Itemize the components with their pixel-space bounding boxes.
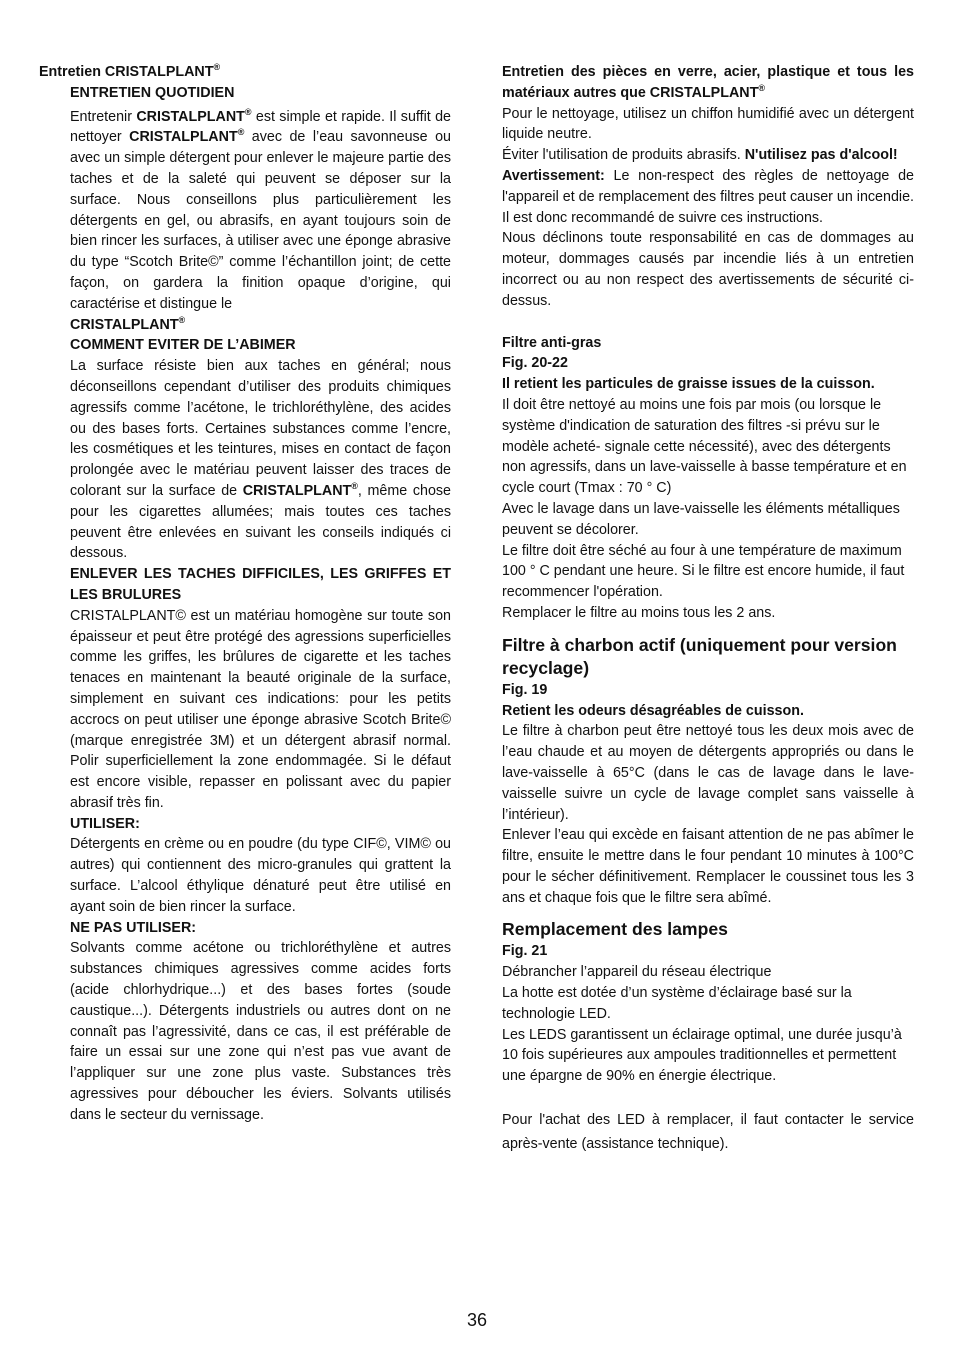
page-number: 36 [466,1310,488,1330]
avoid-damage-heading: COMMENT EVITER DE L’ABIMER [70,337,296,354]
lamp-replacement-text-3: Les LEDS garantissent un éclairage optimal, une durée jusqu’à 10 fois supérieures aux ampoules traditionnelles et permettent une épargne de 90% en énergie électrique. [502,1026,902,1085]
do-not-use-text: Solvants comme acétone ou trichloréthylène et autres substances chimiques agressives comme acides forts (acide chlorhydrique...) et des bases fortes (soude caustique...). Détergents industriels ou autres dont on ne connaît pas l’agressivité, dans ce cas, il est préférable de faire un essai sur une zone qui n’est pas vue avant de l’appliquer sur une zone plus vaste. Substances très agressives pour déboucher les éviers. Solvants utilisés dans le secteur du vernissage. [70,940,451,1123]
grease-filter-fig: Fig. 20-22 [502,355,568,372]
charcoal-filter-heading: Filtre à charbon actif (uniquement pour version recyclage) [502,634,897,678]
warning-text: Avertissement: Le non-respect des règles de nettoyage de l'appareil et de remplacement des filtres peut causer un incendie. Il est donc recommandé de suivre ces instructions. [502,167,915,226]
use-heading: UTILISER: [70,815,140,832]
left-column [39,62,451,1126]
lamp-replacement-text-1: Débrancher l’appareil du réseau électrique [502,964,772,981]
grease-filter-text-2: Avec le lavage dans un lave-vaisselle les éléments métalliques peuvent se décolorer. [502,500,900,538]
cristalplant-heading: Entretien CRISTALPLANT® [39,62,221,80]
grease-filter-text-3: Le filtre doit être séché au four à une température de maximum 100 ° C pendant une heure. Si le filtre est encore humide, il faut recommencer l'opération. [502,542,905,601]
glass-steel-heading: Entretien des pièces en verre, acier, plastique et tous les matériaux autres que CRISTALPLANT® [502,64,914,101]
do-not-use-heading: NE PAS UTILISER: [70,919,197,936]
grease-filter-heading: Filtre anti-gras [502,334,602,351]
avoid-damage-text: La surface résiste bien aux taches en général; nous déconseillons cependant d’utiliser des produits chimiques agressifs comme l’acétone, le trichloréthylène, des acides ou des bases forts. Certaines substances comme l’encre, les cosmétiques et les teintures, mises en contact de façon prolongée avec le matériau peuvent laisser des traces de colorant sur la surface de CRISTALPLANT®, même chose pour les cigarettes allumées; mais toutes ces taches peuvent être enlevées en suivant les conseils indiqués ci dessous. [70,358,452,562]
difficult-stains-heading: ENLEVER LES TACHES DIFFICILES, LES GRIFFES ET LES BRULURES [70,566,451,603]
grease-filter-text-4: Remplacer le filtre au moins tous les 2 ans. [502,604,776,621]
charcoal-filter-fig: Fig. 19 [502,681,548,698]
grease-filter-lead: Il retient les particules de graisse issues de la cuisson. [502,376,875,393]
daily-maintenance-heading: ENTRETIEN QUOTIDIEN [70,84,235,101]
charcoal-filter-text-1: Le filtre à charbon peut être nettoyé tous les deux mois avec de l’eau chaude et au moyen de détergents appropriés ou dans le lave-vaisselle à 65°C (dans le cas de lavage dans le lave-vaisselle suivre un cycle de lavage complet sans vaisselle à l’intérieur). [502,723,914,823]
glass-steel-text-1: Pour le nettoyage, utilisez un chiffon humidifié avec un détergent liquide neutre. [502,105,914,143]
difficult-stains-text: CRISTALPLANT© est un matériau homogène sur toute son épaisseur et peut être protégé des agressions superficielles comme les griffes, les brûlures de cigarette et les taches tenaces en maintenant la beauté originale de la surface, simplement en suivant ces indications: pour les petits accrocs on peut utiliser une éponge abrasive Scotch Brite© (marque enregistrée 3M) et un détergent abrasif normal. Polir superficiellement la zone endommagée. Si le défaut est encore visible, repasser en polissant avec du papier abrasif très fin. [70,607,451,811]
grease-filter-text-1: Il doit être nettoyé au moins une fois par mois (ou lorsque le système d'indication de saturation des filtres -si prévu sur le modèle acheté- signale cette nécessité), avec des détergents non agressifs, dans un lave-vaisselle à basse température et en cycle court (Tmax : 70 ° C) [502,396,907,497]
charcoal-filter-text-2: Enlever l’eau qui excède en faisant attention de ne pas abîmer le filtre, ensuite le mettre dans le four pendant 10 minutes à 100°C pour le sécher définitivement. Remplacer le coussinet tous les 3 ans et chaque fois que le filtre sera abîmé. [502,827,914,906]
lamp-replacement-heading: Remplacement des lampes [502,919,728,940]
lamp-replacement-fig: Fig. 21 [502,943,548,960]
charcoal-filter-lead: Retient les odeurs désagréables de cuisson. [502,702,804,719]
right-column [502,62,914,1156]
use-text: Détergents en crème ou en poudre (du type CIF©, VIM© ou autres) qui contiennent des micro-granules qui grattent la surface. L’alcool éthylique dénaturé peut être utilisé en ayant soin de bien rincer la surface. [70,836,451,915]
liability-text: Nous déclinons toute responsabilité en cas de dommages au moteur, dommages causés par incendie liés à un entretien incorrect ou au non respect des avertissements de sécurité ci-dessus. [502,230,914,309]
glass-steel-text-2: Éviter l'utilisation de produits abrasifs. N'utilisez pas d'alcool! [502,147,898,164]
daily-maintenance-text: Entretenir CRISTALPLANT® est simple et rapide. Il suffit de nettoyer CRISTALPLANT® avec de l’eau savonneuse ou avec un simple détergent pour enlever le majeure partie des taches et de la saleté qui peuvent se déposer sur la surface. Nous conseillons plus particulièrement les détergents en gel, ou abrasifs, en ayant toujours soin de bien rincer les surfaces, à utiliser avec une éponge abrasive du type “Scotch Brite©” comme l’échantillon joint; de cette façon, on gardera la finition opaque d’origine, qui caractérise et distingue le CRISTALPLANT® [70,106,451,333]
lamp-replacement-text-4: Pour l'achat des LED à remplacer, il faut contacter le service après-vente (assistance technique). [502,1112,914,1153]
cristalplant-body [70,83,451,1126]
lamp-replacement-text-2: La hotte est dotée d’un système d’éclairage basé sur la technologie LED. [502,985,852,1022]
